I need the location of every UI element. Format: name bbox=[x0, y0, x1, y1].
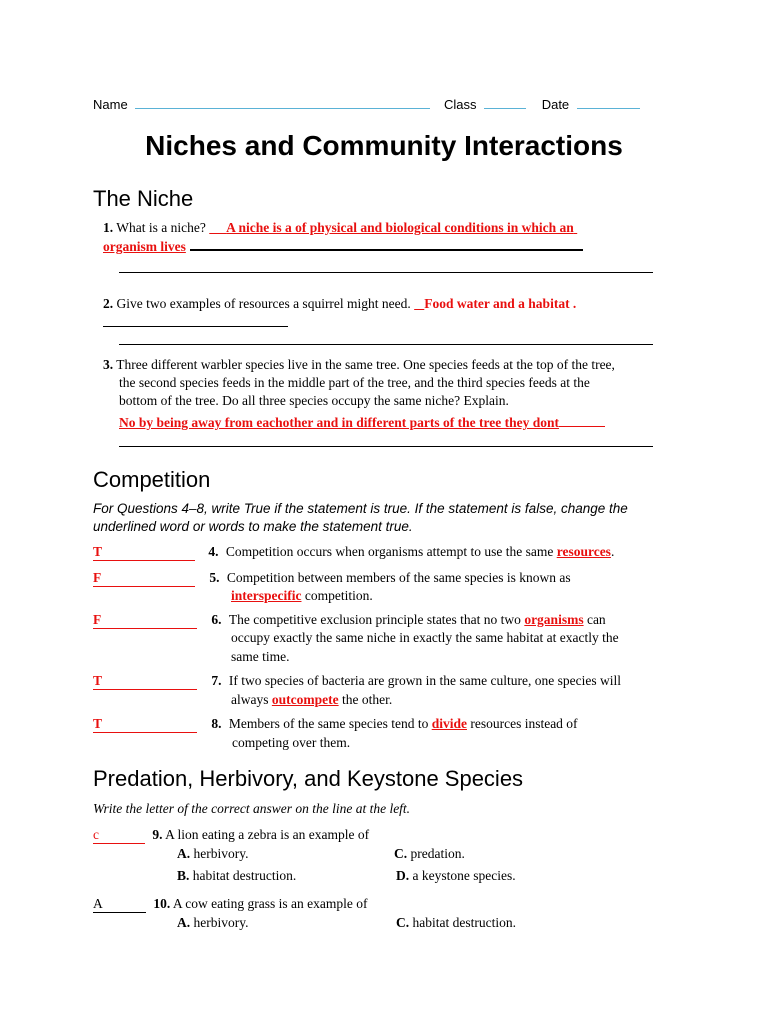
question-text: Give two examples of resources a squirrel might need. bbox=[116, 296, 411, 311]
answer-blank[interactable]: T bbox=[93, 544, 195, 561]
option-letter: C. bbox=[394, 846, 408, 861]
underlined-word: outcompete bbox=[271, 692, 339, 707]
answer-blank[interactable]: F bbox=[93, 612, 197, 629]
option-text: herbivory. bbox=[193, 915, 249, 930]
answer-blank[interactable]: c bbox=[93, 827, 145, 844]
option-letter: A. bbox=[177, 846, 191, 861]
option-text: predation. bbox=[410, 846, 465, 861]
question-number: 8. bbox=[211, 716, 222, 731]
tf-item bbox=[93, 542, 614, 561]
question-text: The competitive exclusion principle states that no two bbox=[228, 612, 525, 627]
answer-blank[interactable]: A bbox=[93, 896, 146, 913]
class-label: Class bbox=[443, 97, 477, 112]
option-text: habitat destruction. bbox=[192, 868, 297, 883]
header-row bbox=[93, 95, 640, 112]
answer-blank[interactable] bbox=[190, 236, 583, 251]
option-text: a keystone species. bbox=[412, 868, 516, 883]
underlined-word: interspecific bbox=[231, 588, 302, 603]
tf-item-cont bbox=[231, 586, 373, 605]
option-a[interactable] bbox=[177, 913, 248, 932]
instructions: Write the letter of the correct answer on the line at the left. bbox=[93, 801, 411, 816]
option-b[interactable] bbox=[177, 866, 296, 885]
name-label: Name bbox=[93, 97, 128, 112]
question-number: 1. bbox=[103, 220, 114, 235]
tf-item bbox=[93, 671, 621, 690]
question-1 bbox=[103, 218, 577, 237]
question-text: What is a niche? bbox=[116, 220, 206, 235]
answer-1-line1[interactable]: A niche is a of physical and biological conditions in which an bbox=[226, 220, 574, 235]
question-text: can bbox=[583, 612, 606, 627]
option-c[interactable] bbox=[396, 913, 516, 932]
section-heading-competition: Competition bbox=[93, 467, 211, 492]
question-text: . bbox=[610, 544, 615, 559]
question-text: A lion eating a zebra is an example of bbox=[165, 827, 370, 842]
answer-rule bbox=[119, 344, 653, 345]
question-text: the other. bbox=[338, 692, 393, 707]
question-text: always bbox=[231, 692, 272, 707]
question-text: Members of the same species tend to bbox=[228, 716, 432, 731]
answer-3-row bbox=[119, 412, 605, 432]
name-field[interactable] bbox=[135, 95, 430, 109]
answer-3[interactable]: No by being away from eachother and in different parts of the tree they dont bbox=[119, 415, 559, 430]
answer-blank[interactable]: T bbox=[93, 673, 197, 690]
tf-item bbox=[93, 714, 578, 733]
question-number: 5. bbox=[209, 570, 220, 585]
tf-item bbox=[93, 610, 606, 629]
option-c[interactable] bbox=[394, 844, 465, 863]
answer-blank[interactable]: T bbox=[93, 716, 197, 733]
underlined-word: organisms bbox=[524, 612, 584, 627]
answer-2[interactable]: Food water and a habitat . bbox=[424, 296, 577, 311]
answer-blank[interactable]: F bbox=[93, 570, 195, 587]
question-text: competing over them. bbox=[232, 735, 351, 750]
question-text: Competition occurs when organisms attempt to use the same bbox=[225, 544, 557, 559]
underlined-word: resources bbox=[556, 544, 611, 559]
answer-rule bbox=[119, 446, 653, 447]
question-2 bbox=[103, 294, 576, 313]
question-text: If two species of bacteria are grown in the same culture, one species will bbox=[228, 673, 621, 688]
class-field[interactable] bbox=[484, 95, 526, 109]
tf-item bbox=[93, 568, 571, 587]
question-10 bbox=[93, 894, 367, 913]
question-text: occupy exactly the same niche in exactly the same habitat at exactly the bbox=[231, 630, 619, 645]
option-letter: D. bbox=[396, 868, 410, 883]
option-a[interactable] bbox=[177, 844, 248, 863]
question-number: 3. bbox=[103, 357, 114, 372]
answer-blank[interactable] bbox=[559, 412, 605, 427]
question-text: competition. bbox=[301, 588, 373, 603]
question-text: A cow eating grass is an example of bbox=[172, 896, 368, 911]
question-number: 9. bbox=[152, 827, 163, 842]
question-number: 2. bbox=[103, 296, 114, 311]
question-3 bbox=[103, 355, 615, 374]
date-label: Date bbox=[541, 97, 570, 112]
option-letter: A. bbox=[177, 915, 191, 930]
question-text: the second species feeds in the middle part of the tree, and the third species feeds at the bbox=[119, 375, 590, 390]
tf-item-cont bbox=[231, 690, 392, 709]
question-number: 10. bbox=[153, 896, 171, 911]
underlined-word: divide bbox=[431, 716, 467, 731]
answer-1-line2-row bbox=[103, 236, 583, 256]
question-9 bbox=[93, 825, 369, 844]
option-text: herbivory. bbox=[193, 846, 249, 861]
question-number: 7. bbox=[211, 673, 222, 688]
answer-1-line2[interactable]: organism lives bbox=[103, 239, 186, 254]
question-text: Competition between members of the same species is known as bbox=[226, 570, 571, 585]
instructions: underlined word or words to make the statement true. bbox=[93, 519, 413, 534]
instructions: For Questions 4–8, write True if the statement is true. If the statement is false, change the bbox=[93, 501, 628, 516]
answer-rule bbox=[119, 272, 653, 273]
page-title: Niches and Community Interactions bbox=[145, 130, 623, 161]
option-letter: B. bbox=[177, 868, 190, 883]
option-text: habitat destruction. bbox=[412, 915, 516, 930]
section-heading-predation: Predation, Herbivory, and Keystone Species bbox=[93, 766, 524, 791]
question-text: same time. bbox=[231, 649, 290, 664]
question-number: 4. bbox=[208, 544, 219, 559]
question-text: Three different warbler species live in the same tree. One species feeds at the top of the tree, bbox=[116, 357, 615, 372]
question-text: resources instead of bbox=[466, 716, 578, 731]
answer-rule bbox=[103, 326, 288, 327]
option-letter: C. bbox=[396, 915, 410, 930]
section-heading-niche: The Niche bbox=[93, 186, 194, 211]
question-number: 6. bbox=[211, 612, 222, 627]
question-text: bottom of the tree. Do all three species occupy the same niche? Explain. bbox=[119, 393, 509, 408]
date-field[interactable] bbox=[577, 95, 640, 109]
option-d[interactable] bbox=[396, 866, 516, 885]
